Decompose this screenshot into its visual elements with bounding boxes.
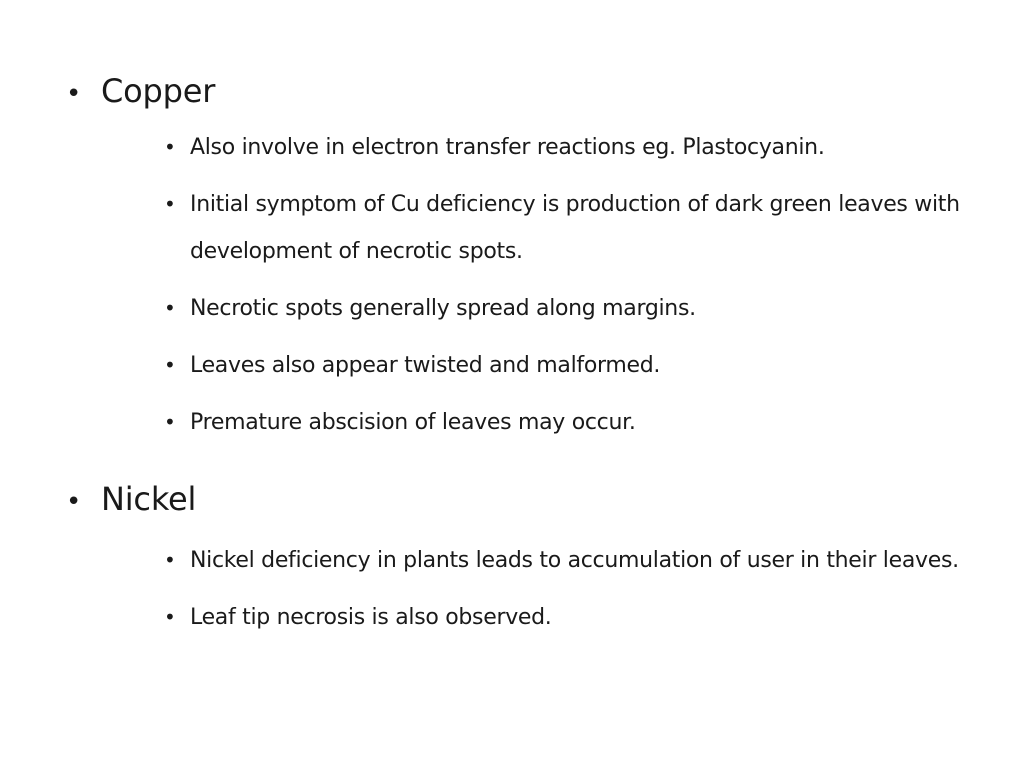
bullet-icon: • [164, 548, 176, 572]
list-item [0, 124, 964, 171]
list-item [0, 594, 964, 641]
bullet-icon: • [66, 79, 82, 109]
heading-copper [0, 68, 1024, 114]
list-item-text: Premature abscision of leaves may occur. [190, 410, 636, 435]
list-item [0, 181, 964, 275]
bullet-icon: • [164, 353, 176, 377]
list-item-text: Necrotic spots generally spread along margins. [190, 296, 696, 321]
copper-bullet-list [0, 124, 1024, 446]
heading-nickel [0, 476, 1024, 522]
list-item [0, 285, 964, 332]
list-item-text: Leaves also appear twisted and malformed. [190, 353, 661, 378]
list-item-text: Leaf tip necrosis is also observed. [190, 605, 552, 630]
bullet-icon: • [164, 296, 176, 320]
list-item [0, 342, 964, 389]
heading-text: Copper [101, 72, 216, 110]
bullet-icon: • [164, 605, 176, 629]
nickel-bullet-list [0, 537, 1024, 641]
bullet-icon: • [66, 487, 82, 517]
bullet-icon: • [164, 135, 176, 159]
heading-text: Nickel [101, 480, 197, 518]
list-item-text: Also involve in electron transfer reactions eg. Plastocyanin. [190, 135, 825, 160]
list-item [0, 537, 964, 584]
section-copper [0, 68, 1024, 446]
bullet-icon: • [164, 410, 176, 434]
section-nickel [0, 476, 1024, 641]
list-item-text: Nickel deficiency in plants leads to accumulation of user in their leaves. [190, 548, 959, 573]
bullet-icon: • [164, 192, 176, 216]
list-item [0, 399, 964, 446]
list-item-text: Initial symptom of Cu deficiency is production of dark green leaves with development of necrotic spots. [190, 192, 960, 264]
